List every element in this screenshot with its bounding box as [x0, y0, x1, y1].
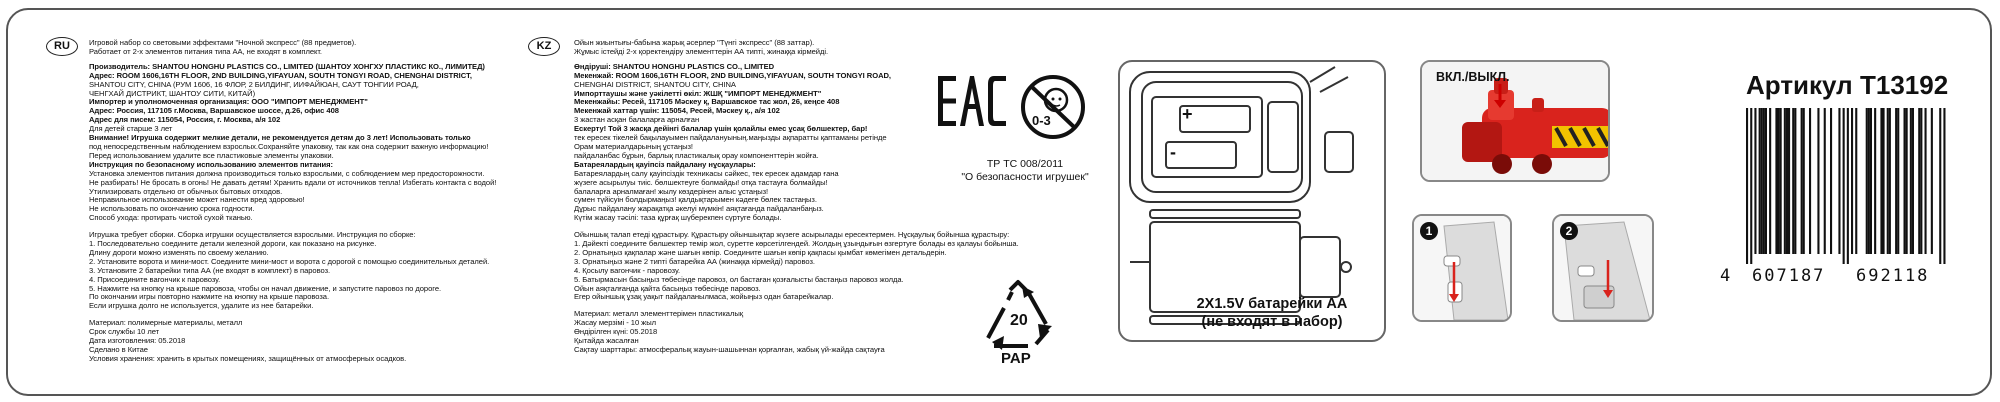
- barcode-bar: [1847, 108, 1849, 264]
- ru-info-line: Утилизировать отдельно от обычных бытовых отходов.: [89, 186, 283, 196]
- barcode-bar: [1824, 108, 1826, 254]
- kz-info-line: Мекенжайы: Ресей, 117105 Мәскеу қ, Варшавское тас жол, 26, кеңсе 408: [574, 97, 840, 107]
- engine-switch-picture: [1420, 60, 1610, 182]
- ru-info-line: Не разбирать! Не бросать в огонь! Не давать детям! Хранить вдали от источников тепла! Избегать контакта с водой!: [89, 177, 497, 187]
- kz-info-line: Батареялардың салу қауіпсіздік техникасы сәйкес, тек ересек адамдар ғана: [574, 168, 839, 178]
- ru-info-line: Для детей старше 3 лет: [89, 124, 173, 134]
- barcode-bar: [1904, 108, 1906, 254]
- kz-info-line: Мекенжай хаттар үшін: 115054, Ресей, Мәскеу қ., а/я 102: [574, 106, 780, 116]
- ru-info-line: Игровой набор со световыми эффектами "Ночной экспресс" (88 предметов).: [89, 38, 357, 47]
- barcode-bar: [1943, 108, 1945, 264]
- barcode-bar: [1866, 108, 1868, 254]
- kz-assembly-line: 2. Орнатыңыз қақпалар және шағын көпір. Соедините шағын көпір қақпасы қымбат көмегімен детальдерін.: [574, 247, 947, 257]
- kz-assembly-line: 3. Орнатыңыз және 2 типті батарейка АА (жинаққа кірмейді) паровоз.: [574, 256, 815, 266]
- standard-description: "О безопасности игрушек": [961, 171, 1089, 183]
- barcode-bar: [1784, 108, 1786, 254]
- ru-info-line: Инструкция по безопасному использованию элементов питания:: [89, 159, 334, 169]
- ru-info-line: Производитель: SHANTOU HONGHU PLASTICS CO., LIMITED (ШАНТОУ ХОНГХУ ПЛАСТИКС КО., ЛИМИТЕД): [89, 61, 485, 71]
- eac-mark-icon: [938, 76, 1006, 126]
- ru-footer-line: Сделано в Китае: [89, 345, 148, 354]
- ru-info-line: SHANTOU CITY, CHINA (РУМ 1606, 16 ФЛОР, 2 БИЛДИНГ, ИИФАЙЮАН, САУТ ТОНГИИ РОАД,: [89, 79, 419, 89]
- kz-info-line: Орам материалдарының ұстаңыз!: [574, 141, 693, 151]
- ru-info-line: Адрес: Россия, 117105 г.Москва, Варшавское шоссе, д.26, офис 408: [89, 106, 339, 116]
- barcode-bar: [1918, 108, 1920, 254]
- barcode-bar: [1931, 108, 1933, 254]
- ru-assembly-line: 3. Установите 2 батарейки типа АА (не входят в комплект) в паровоз.: [89, 265, 331, 275]
- barcode-bar: [1897, 108, 1899, 254]
- barcode-bar: [1880, 108, 1882, 254]
- step2-picture: [1552, 214, 1654, 322]
- barcode-bar: [1889, 108, 1891, 254]
- barcode-bar: [1803, 108, 1805, 254]
- barcode-bar: [1874, 108, 1876, 254]
- ru-info-line: Адрес для писем: 115054, Россия, г. Москва, а/я 102: [89, 115, 281, 125]
- ru-info-line: Неправильное использование может нанести вред здоровью!: [89, 195, 305, 205]
- barcode-bar: [1759, 108, 1761, 254]
- kz-info-line: Дұрыс пайдалану жарақатқа әкелуі мүмкін! аяқтағанда пайдаланбаңыз.: [574, 204, 824, 214]
- battery-not-included-label: (не входят в набор): [1201, 314, 1343, 330]
- barcode-bar: [1895, 108, 1897, 254]
- ru-info-line: Работает от 2-х элементов питания типа АА, не входят в комплект.: [89, 46, 322, 56]
- kz-info-line: Күтім жасау тәсілі: таза құрғақ шүберекпен сүртуге болады.: [574, 213, 782, 223]
- article-code: T13192: [1860, 70, 1949, 100]
- step1-badge: 1: [1420, 222, 1438, 240]
- barcode-first-digit: 4: [1720, 266, 1733, 286]
- ru-info-line: Не использовать по окончанию срока годности.: [89, 204, 255, 214]
- step1-picture: [1412, 214, 1512, 322]
- ru-assembly-line: Игрушка требует сборки. Сборка игрушки осуществляется взрослыми. Инструкция по сборке:: [89, 230, 416, 240]
- barcode-bar: [1763, 108, 1765, 254]
- barcode-bar: [1887, 108, 1889, 254]
- barcode-bar: [1838, 108, 1840, 254]
- power-switch-label: ВКЛ./ВЫКЛ.: [1436, 70, 1510, 84]
- age-warning-icon: [1020, 74, 1086, 140]
- ru-info-line: Перед использованием удалите все пластиковые элементы упаковки.: [89, 150, 334, 160]
- ru-info-line: под непосредственным наблюдением взрослых.Сохраняйте упаковку, так как она содержит важную информацию!: [89, 141, 489, 151]
- recycle-code: PAP: [1001, 350, 1031, 367]
- kz-info-line: Мекенжай: ROOM 1606,16TH FLOOR, 2ND BUILDING,YIFAYUAN, SOUTH TONGYI ROAD,: [574, 70, 891, 80]
- kz-footer-line: Өндірілген күні: 05.2018: [574, 327, 658, 337]
- ean13-barcode: [1746, 108, 1960, 264]
- ru-assembly-line: 2. Установите ворота и мини-мост. Соедините мини-мост и ворота с дорогой с помощью соединительных деталей.: [89, 256, 490, 266]
- ru-text-column: [89, 39, 496, 364]
- ru-badge: RU: [46, 37, 78, 56]
- barcode-bar: [1830, 108, 1832, 254]
- barcode-bar: [1843, 108, 1845, 264]
- recycle-number: 20: [1010, 312, 1028, 329]
- barcode-bar: [1870, 108, 1872, 254]
- barcode-bar: [1750, 108, 1752, 264]
- ru-assembly-line: 4. Присоедините вагончик к паровозу.: [89, 274, 221, 284]
- barcode-left-digits: 607187: [1752, 266, 1826, 286]
- article-label: Артикул: [1746, 70, 1853, 100]
- ru-footer-line: Материал: полимерные материалы, металл: [89, 318, 243, 328]
- kz-footer-line: Материал: металл элементтерімен пластикалық: [574, 309, 744, 319]
- barcode-bar: [1925, 108, 1927, 254]
- battery-type-label: 2X1.5V батарейки АА: [1196, 296, 1348, 312]
- barcode-bar: [1883, 108, 1885, 254]
- kz-info-line: Ескерту! Той 3 жасқа дейінгі балалар үшін қолайлы емес ұсақ бөлшектер, бар!: [574, 124, 868, 134]
- ru-info-line: ЧЕНГХАЙ ДИСТРИКТ, ШАНТОУ СИТИ, КИТАЙ): [89, 88, 256, 98]
- barcode-bar: [1912, 108, 1914, 254]
- kz-badge: KZ: [528, 37, 560, 56]
- kz-info-line: сумен түйісуін болдырмаңыз! қалдықтарымен кәдеге бөлек тастаңыз.: [574, 195, 817, 205]
- kz-info-line: Жұмыс істейді 2-х қоректендіру элементтерін АА типті, жинаққа кірмейді.: [574, 46, 829, 56]
- ru-assembly-line: По окончании игры повторно нажмите на кнопку на крыше паровоза.: [89, 292, 330, 302]
- ru-info-line: Установка элементов питания должна производиться только взрослыми, с соблюдением мер предосторожности.: [89, 168, 485, 178]
- barcode-bar: [1780, 108, 1782, 254]
- barcode-bar: [1778, 108, 1780, 254]
- kz-info-line: 3 жастан асқан балаларға арналған: [574, 115, 700, 125]
- kz-info-line: Өндіруші: SHANTOU HONGHU PLASTICS CO., LIMITED: [574, 61, 775, 71]
- kz-assembly-line: Егер ойыншық ұзақ уақыт пайдаланылмаса, жойыңыз одан батарейкалар.: [574, 292, 834, 302]
- barcode-bar: [1786, 108, 1788, 254]
- barcode-bar: [1775, 108, 1777, 254]
- barcode-bar: [1769, 108, 1771, 254]
- barcode-bar: [1910, 108, 1912, 254]
- ru-assembly-line: 5. Нажмите на кнопку на крыше паровоза, чтобы он начал движение, и запустите паровоз по дороге.: [89, 283, 442, 293]
- kz-footer-line: Сақтау шарттары: атмосфералық жауын-шашыннан қорғалған, жабық үй-жайда сақтауға: [574, 345, 885, 354]
- barcode-bar: [1906, 108, 1908, 254]
- kz-assembly-line: Ойыншық талап етеді құрастыру. Құрастыру ойыншықтар жүзеге асырылады ересектермен. Нұсқаулық бойынша құрастыру:: [574, 230, 1010, 240]
- barcode-bar: [1754, 108, 1756, 254]
- standard-code: ТР ТС 008/2011: [986, 158, 1064, 170]
- age-badge-label: 0-3: [1032, 113, 1051, 128]
- kz-info-line: Ойын жиынтығы-бабына жарық әсерлер "Түнгі экспресс" (88 заттар).: [574, 38, 815, 47]
- barcode-bar: [1746, 108, 1748, 264]
- battery-minus-sign: -: [1170, 142, 1176, 162]
- barcode-bar: [1851, 108, 1853, 254]
- ru-info-line: Импортер и уполномоченная организация: ООО "ИМПОРТ МЕНЕДЖМЕНТ": [89, 97, 368, 107]
- barcode-right-digits: 692118: [1856, 266, 1930, 286]
- ru-info-line: Внимание! Игрушка содержит мелкие детали, не рекомендуется детям до 3 лет! Использовать только: [89, 133, 471, 143]
- kz-assembly-line: 5. Батырмасын басыңыз төбесінде паровоз, ол бастаған қозғалысты бастаңыз паровоз жолда.: [574, 274, 904, 284]
- ru-footer-line: Срок службы 10 лет: [89, 327, 160, 337]
- kz-assembly-line: 1. Дәйекті соедините бөлшектер темір жол, суретте көрсетілгендей. Жолдың ұзындығын өзгертуге болады өз қалауы бойынша.: [574, 239, 1019, 249]
- kz-info-line: CHENGHAI DISTRICT, SHANTOU CITY, CHINA: [574, 79, 736, 89]
- ru-footer-line: Дата изготовления: 05.2018: [89, 336, 186, 346]
- barcode-bar: [1794, 108, 1796, 254]
- barcode-bar: [1809, 108, 1811, 254]
- barcode-bar: [1868, 108, 1870, 254]
- kz-footer-line: Жасау мерзімі - 10 жыл: [574, 318, 656, 328]
- recycle-symbol: [980, 278, 1062, 367]
- ru-info-line: Адрес: ROOM 1606,16TH FLOOR, 2ND BUILDING,YIFAYUAN, SOUTH TONGYI ROAD, CHENGHAI DISTRICT,: [89, 70, 472, 80]
- ru-info-line: Способ ухода: протирать чистой сухой тканью.: [89, 213, 253, 223]
- kz-info-line: Батареялардың қауіпсіз пайдалану нұсқаулары:: [574, 159, 756, 169]
- ru-footer-line: Условия хранения: хранить в крытых помещениях, защищённых от атмосферных осадков.: [89, 353, 407, 363]
- barcode-bar: [1801, 108, 1803, 254]
- ru-assembly-line: Длину дороги можно изменять по своему желанию.: [89, 247, 269, 257]
- barcode-bar: [1855, 108, 1857, 254]
- kz-info-line: Импорттаушы және уәкілетті өкіл: ЖШҚ "ИМПОРТ МЕНЕДЖМЕНТ": [574, 88, 822, 98]
- kz-info-line: тек ересек тікелей бақылауымен пайдалануының.маңызды ақпаратты қаптаманы ретінде: [574, 133, 887, 143]
- kz-assembly-line: Ойын аяқталғанда қайта басыңыз төбесінде паровоз.: [574, 283, 761, 293]
- kz-footer-line: Қытайда жасалған: [574, 336, 639, 346]
- ru-assembly-line: 1. Последовательно соедините детали железной дороги, как показано на рисунке.: [89, 239, 377, 249]
- barcode-bar: [1792, 108, 1794, 254]
- barcode-bar: [1788, 108, 1790, 254]
- kz-info-line: жүзеге асырылуы тиіс. бөлшектеуге болмайды! отқа тастауға болмайды!: [574, 177, 828, 187]
- kz-assembly-line: 4. Қосылу вагончик - паровозу.: [574, 265, 681, 275]
- barcode-bar: [1920, 108, 1922, 254]
- kz-info-line: балаларға арналмаған! жылу көздерінен алыс ұстаңыз!: [574, 186, 769, 196]
- ru-assembly-line: Если игрушка долго не используется, удалите из нее батарейки.: [89, 301, 314, 311]
- battery-compartment-drawing: [1120, 62, 1380, 332]
- kz-info-line: пайдаланбас бұрын, барлық пластикалық орау компоненттерін жойға.: [574, 150, 819, 160]
- step2-badge: 2: [1560, 222, 1578, 240]
- barcode-bar: [1765, 108, 1767, 254]
- battery-plus-sign: +: [1182, 104, 1193, 124]
- barcode-bar: [1939, 108, 1941, 264]
- barcode-bar: [1817, 108, 1819, 254]
- barcode-bar: [1761, 108, 1763, 254]
